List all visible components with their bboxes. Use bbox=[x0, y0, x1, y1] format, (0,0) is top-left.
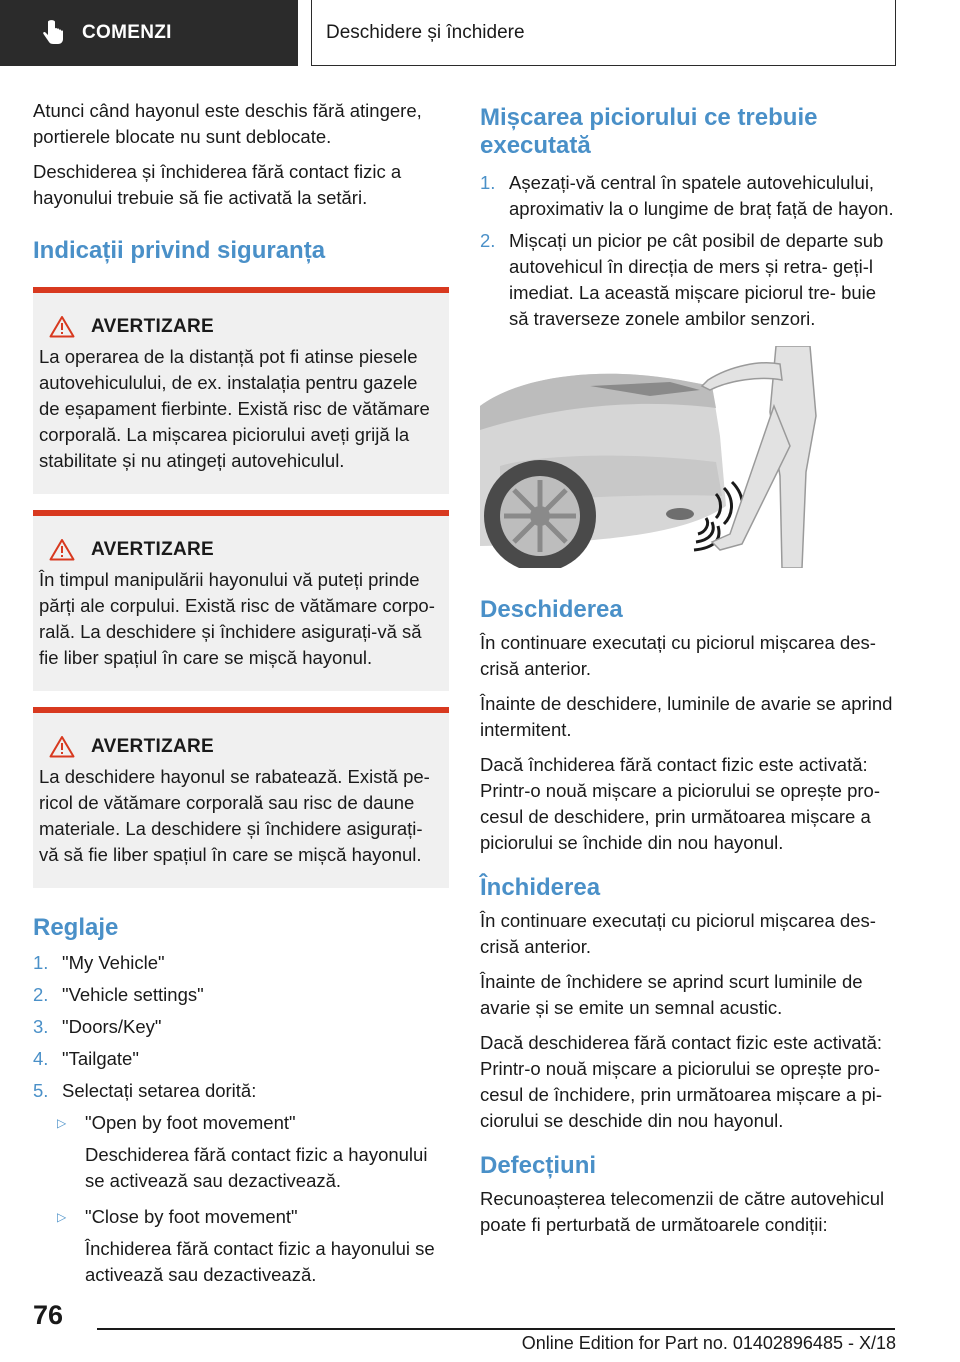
options-list bbox=[57, 1110, 449, 1294]
list-item: 2. Mișcați un picior pe cât posibil de departe sub autovehicul în direcția de mers și retra‐ geți‐l imediat. La această mișcare piciorul tre‐ buie să traverseze zonele ambilor senzori. bbox=[480, 230, 884, 329]
edition-text: Online Edition for Part no. 01402896485 - X/18 bbox=[521, 1333, 896, 1353]
safety-heading: Indicații privind siguranța bbox=[33, 237, 326, 264]
warning-text: La deschidere hayonul se rabatează. Există pe‐ ricol de vătămare corporală sau risc de daune materiale. La deschidere și închidere asigurați‐ vă să fie liber spațiul în care se mișcă hayonul. bbox=[39, 766, 430, 865]
warning-box bbox=[33, 287, 449, 494]
option-label: "Close by foot movement" bbox=[85, 1206, 298, 1227]
right-column bbox=[480, 98, 896, 1247]
hand-pointer-icon bbox=[38, 18, 68, 48]
intro-paragraph: Atunci când hayonul este deschis fără atingere, portierele blocate nu sunt deblocate. bbox=[33, 100, 422, 147]
option-item bbox=[57, 1204, 449, 1294]
option-label: "Open by foot movement" bbox=[85, 1112, 296, 1133]
warning-triangle-icon bbox=[49, 735, 75, 758]
faults-heading: Defecțiuni bbox=[480, 1152, 597, 1179]
reglaje-heading: Reglaje bbox=[33, 914, 119, 941]
closing-paragraph: În continuare executați cu piciorul mișcarea des‐ crisă anterior. bbox=[480, 910, 876, 957]
list-item: 3. "Doors/Key" bbox=[33, 1016, 162, 1037]
list-item: 1. Așezați‐vă central în spatele autovehiculului, aproximativ la o lungime de braț față de hayon. bbox=[480, 172, 894, 219]
opening-paragraph: Dacă închiderea fără contact fizic este activată: Printr‐o nouă mișcare a piciorului se oprește pro‐ cesul de deschidere, prin următoarea mișcare a piciorului se închide din nou hayonul. bbox=[480, 754, 880, 853]
intro-paragraph: Deschiderea și închiderea fără contact fizic a hayonului trebuie să fie activată la setări. bbox=[33, 161, 402, 208]
option-description: Deschiderea fără contact fizic a hayonului se activează sau dezactivează. bbox=[85, 1144, 428, 1191]
warning-triangle-icon bbox=[49, 315, 75, 338]
opening-heading: Deschiderea bbox=[480, 596, 623, 623]
triangle-bullet-icon: ▷ bbox=[57, 1210, 67, 1224]
warning-title: AVERTIZARE bbox=[91, 538, 214, 560]
warning-triangle-icon bbox=[49, 538, 75, 561]
section-tab[interactable] bbox=[311, 0, 896, 66]
footer-divider bbox=[97, 1328, 895, 1330]
warning-box bbox=[33, 707, 449, 888]
movement-steps-list bbox=[480, 170, 896, 332]
page-number: 76 bbox=[33, 1300, 64, 1330]
list-item: 5. Selectați setarea dorită: bbox=[33, 1080, 257, 1101]
opening-paragraph: Înainte de deschidere, luminile de avarie se aprind intermitent. bbox=[480, 693, 893, 740]
opening-paragraph: În continuare executați cu piciorul mișcarea des‐ crisă anterior. bbox=[480, 632, 876, 679]
option-description: Închiderea fără contact fizic a hayonului se activează sau dezactivează. bbox=[85, 1238, 435, 1285]
chapter-tab-label: COMENZI bbox=[82, 22, 172, 43]
closing-paragraph: Dacă deschiderea fără contact fizic este activată: Printr‐o nouă mișcare a piciorului se oprește pro‐ cesul de închidere, prin următoarea mișcare a pi‐ ciorului se deschide din nou hayonul. bbox=[480, 1032, 883, 1131]
warning-title: AVERTIZARE bbox=[91, 735, 214, 757]
left-column bbox=[33, 98, 449, 1294]
faults-paragraph: Recunoașterea telecomenzii de către autovehicul poate fi perturbată de următoarele condiții: bbox=[480, 1188, 885, 1235]
closing-heading: Închiderea bbox=[480, 874, 601, 901]
option-item bbox=[57, 1110, 449, 1200]
settings-steps-list bbox=[33, 950, 449, 1104]
list-item: 2. "Vehicle settings" bbox=[33, 984, 204, 1005]
page-header bbox=[0, 0, 960, 66]
chapter-tab[interactable] bbox=[0, 0, 298, 66]
car-foot-sensor-image bbox=[480, 346, 896, 568]
warning-title: AVERTIZARE bbox=[91, 315, 214, 337]
closing-paragraph: Înainte de închidere se aprind scurt luminile de avarie și se emite un semnal acustic. bbox=[480, 971, 863, 1018]
triangle-bullet-icon: ▷ bbox=[57, 1116, 67, 1130]
section-tab-label: Deschidere și închidere bbox=[326, 21, 525, 43]
list-item: 1. "My Vehicle" bbox=[33, 952, 165, 973]
warning-box bbox=[33, 510, 449, 691]
warning-text: La operarea de la distanță pot fi atinse piesele autovehiculului, de ex. instalația pentru gazele de eșapament fierbinte. Există risc de vătămare corporală. La mișcarea piciorului aveți grijă la stabilitate și nu atingeți autovehiculul. bbox=[39, 346, 430, 471]
movement-heading: Mișcarea piciorului ce trebuie executată bbox=[480, 104, 818, 159]
foot-movement-illustration bbox=[480, 346, 896, 568]
warning-text: În timpul manipulării hayonului vă puteți prinde părți ale corpului. Există risc de vătămare corpo‐ rală. La deschidere și închidere asigurați‐vă să fie liber spațiul în care se mișcă hayonul. bbox=[39, 569, 435, 668]
list-item: 4. "Tailgate" bbox=[33, 1048, 139, 1069]
